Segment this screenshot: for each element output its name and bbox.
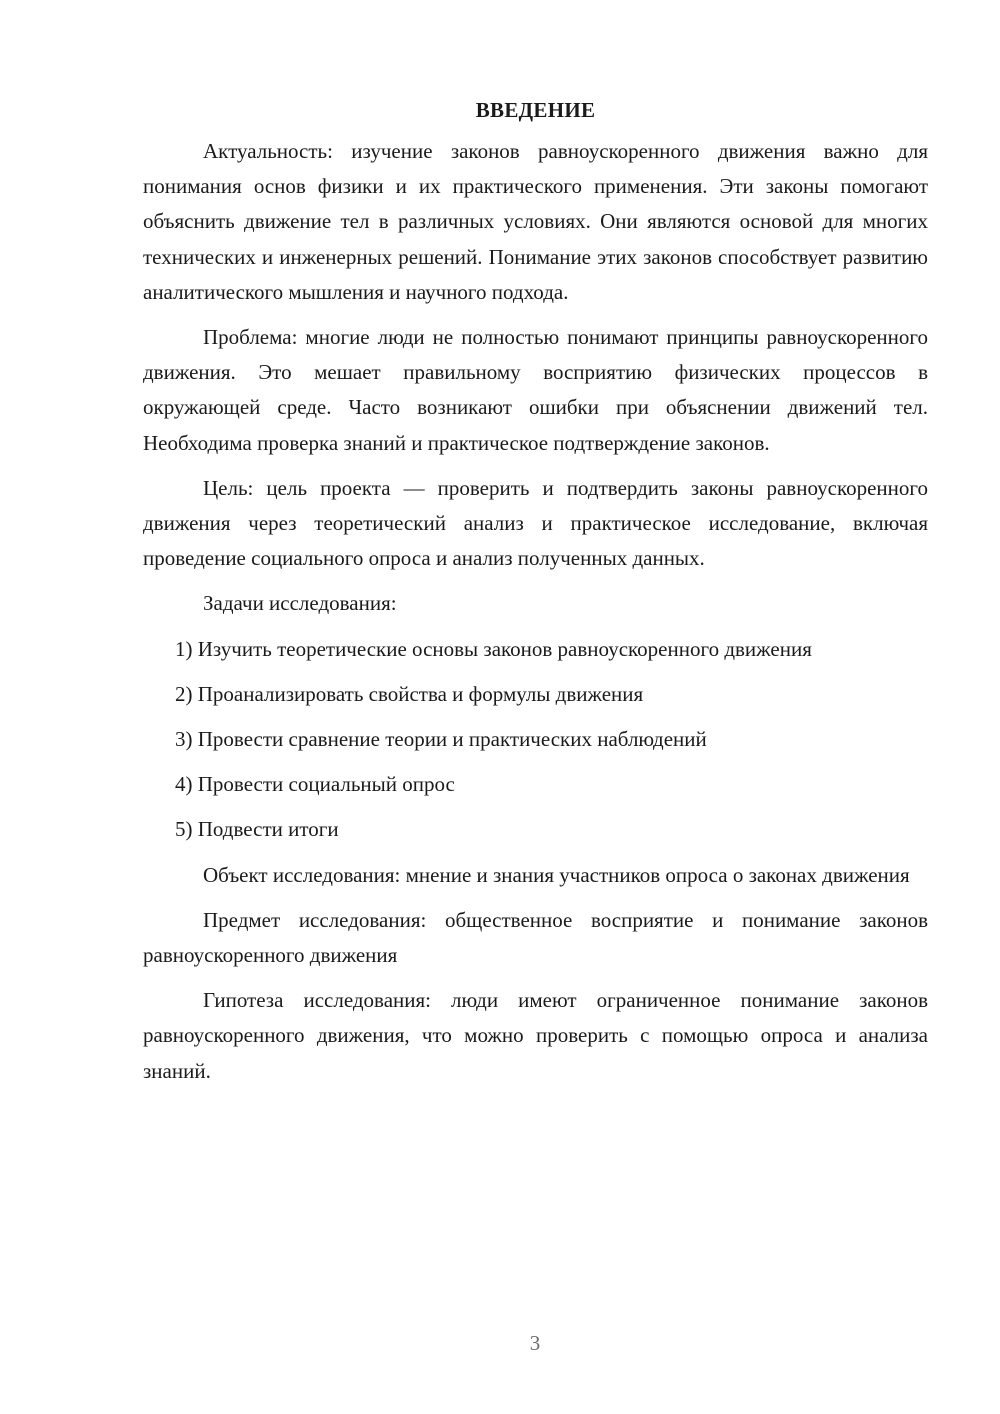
tasks-list <box>143 632 928 848</box>
list-item: 3) Провести сравнение теории и практических наблюдений <box>175 727 707 752</box>
paragraph-hypothesis: Гипотеза исследования: люди имеют ограниченное понимание законов равноускоренного движения, что можно проверить с помощью опроса и анализа знаний. <box>143 988 928 1083</box>
paragraph-goal: Цель: цель проекта — проверить и подтвердить законы равноускоренного движения через теоретический анализ и практическое исследование, включая проведение социального опроса и анализ полученных данных. <box>143 475 928 571</box>
paragraph-relevance: Актуальность: изучение законов равноускоренного движения важно для понимания основ физики и их практического применения. Эти законы помогают объяснить движение тел в различных условиях. Они являются основой для многих технических и инженерных решений. Понимание этих законов способствует развитию аналитического мышления и научного подхода. <box>143 139 928 304</box>
page-number: 3 <box>529 1331 541 1355</box>
tasks-heading: Задачи исследования: <box>203 591 397 616</box>
paragraph-problem: Проблема: многие люди не полностью понимают принципы равноускоренного движения. Это мешает правильному восприятию физических процессов в окружающей среде. Часто возникают ошибки при объяснении движений тел. Необходима проверка знаний и практическое подтверждение законов. <box>143 325 928 455</box>
list-item: 5) Подвести итоги <box>175 817 339 842</box>
page-title: ВВЕДЕНИЕ <box>475 98 596 122</box>
list-item: 2) Проанализировать свойства и формулы движения <box>175 681 644 706</box>
page-content <box>143 93 928 1099</box>
list-item: 1) Изучить теоретические основы законов равноускоренного движения <box>175 636 812 661</box>
paragraph-object: Объект исследования: мнение и знания участников опроса о законах движения <box>203 862 910 887</box>
paragraph-subject: Предмет исследования: общественное восприятие и понимание законов равноускоренного движения <box>143 907 928 968</box>
list-item: 4) Провести социальный опрос <box>175 772 455 797</box>
